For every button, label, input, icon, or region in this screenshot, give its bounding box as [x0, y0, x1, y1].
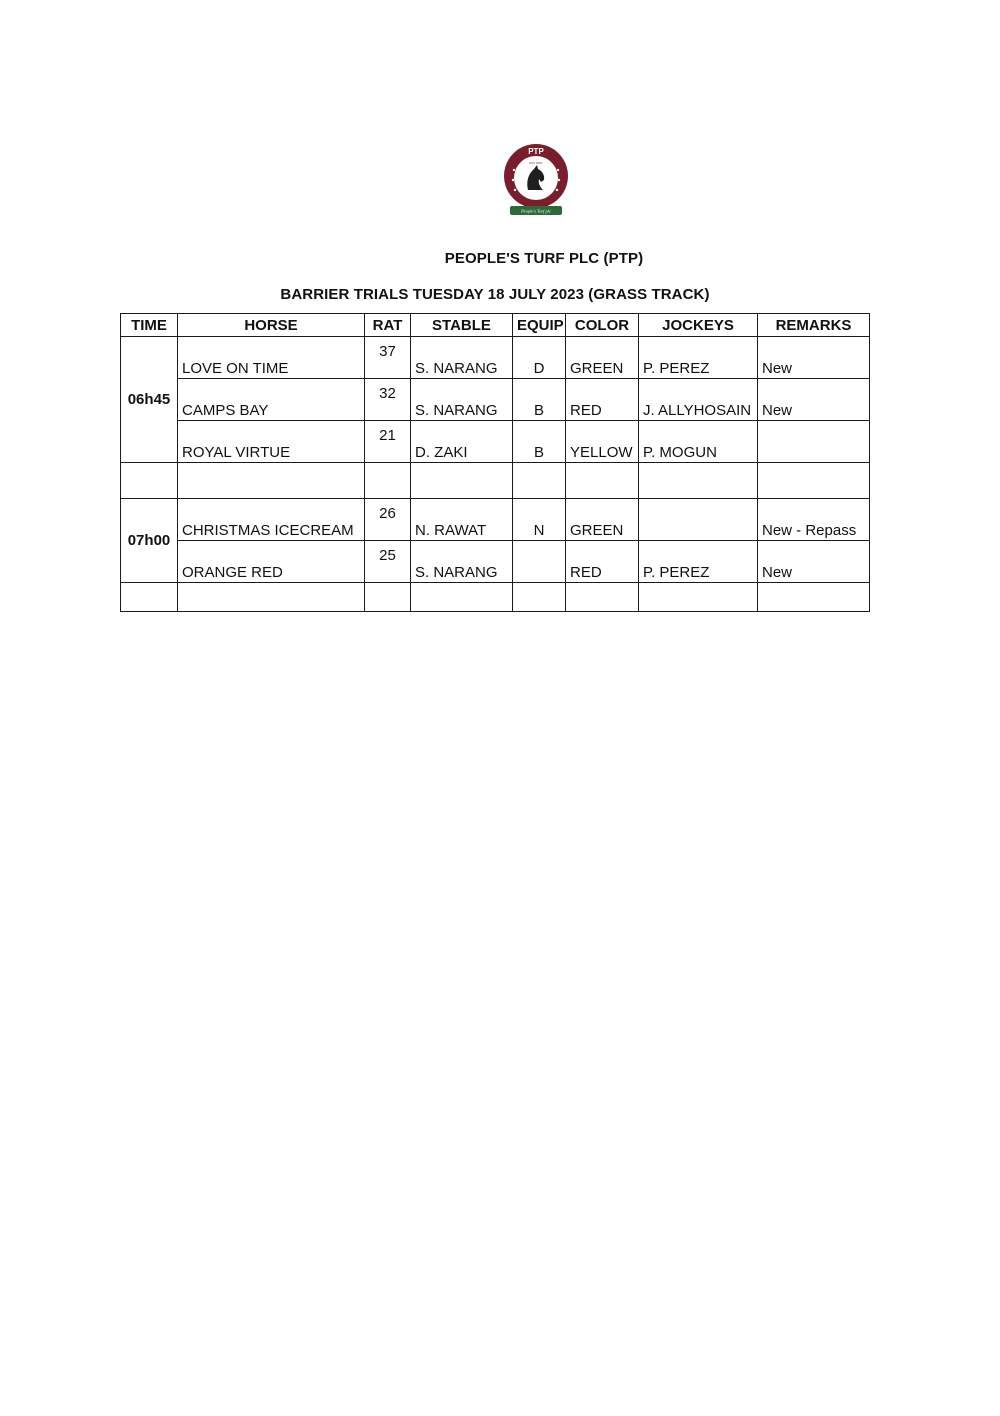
table-row: [121, 541, 870, 583]
horse-cell: CHRISTMAS ICECREAM: [178, 499, 365, 541]
ptp-logo: [502, 142, 570, 220]
time-cell: 07h00: [121, 499, 178, 583]
logo-text-top: PTP: [528, 147, 544, 156]
jockey-cell: P. PEREZ: [639, 541, 758, 583]
barrier-trials-table: [120, 313, 870, 612]
color-cell: GREEN: [566, 337, 639, 379]
logo-text-banner: People's Turf plc: [521, 208, 551, 214]
color-cell: RED: [566, 379, 639, 421]
equip-cell: B: [513, 379, 566, 421]
column-header-horse: HORSE: [178, 314, 365, 337]
rat-cell: 37: [365, 337, 411, 379]
empty-cell: [121, 583, 178, 612]
column-header-time: TIME: [121, 314, 178, 337]
rat-cell: 26: [365, 499, 411, 541]
empty-cell: [513, 583, 566, 612]
table-row: [121, 421, 870, 463]
equip-cell: D: [513, 337, 566, 379]
empty-cell: [513, 463, 566, 499]
stable-cell: D. ZAKI: [411, 421, 513, 463]
color-cell: YELLOW: [566, 421, 639, 463]
empty-cell: [411, 463, 513, 499]
column-header-equip: EQUIP: [513, 314, 566, 337]
remarks-cell: New: [758, 379, 870, 421]
equip-cell: [513, 541, 566, 583]
empty-cell: [121, 463, 178, 499]
empty-row: [121, 583, 870, 612]
rat-cell: 25: [365, 541, 411, 583]
empty-cell: [758, 583, 870, 612]
stable-cell: S. NARANG: [411, 379, 513, 421]
empty-cell: [566, 463, 639, 499]
empty-cell: [639, 463, 758, 499]
column-header-jockeys: JOCKEYS: [639, 314, 758, 337]
remarks-cell: New - Repass: [758, 499, 870, 541]
stable-cell: S. NARANG: [411, 337, 513, 379]
column-header-stable: STABLE: [411, 314, 513, 337]
color-cell: GREEN: [566, 499, 639, 541]
trial-title: BARRIER TRIALS TUESDAY 18 JULY 2023 (GRASS TRACK): [280, 286, 710, 303]
column-header-rat: RAT: [365, 314, 411, 337]
jockey-cell: P. MOGUN: [639, 421, 758, 463]
jockey-cell: [639, 499, 758, 541]
logo-text-estd: EST 2021: [529, 161, 543, 165]
empty-cell: [365, 463, 411, 499]
jockey-cell: P. PEREZ: [639, 337, 758, 379]
equip-cell: N: [513, 499, 566, 541]
empty-cell: [365, 583, 411, 612]
empty-row: [121, 463, 870, 499]
color-cell: RED: [566, 541, 639, 583]
empty-cell: [411, 583, 513, 612]
column-header-color: COLOR: [566, 314, 639, 337]
table-row: [121, 499, 870, 541]
time-cell: 06h45: [121, 337, 178, 463]
empty-cell: [178, 463, 365, 499]
company-title: PEOPLE'S TURF PLC (PTP): [444, 250, 644, 267]
empty-cell: [758, 463, 870, 499]
remarks-cell: [758, 421, 870, 463]
empty-cell: [639, 583, 758, 612]
remarks-cell: New: [758, 541, 870, 583]
jockey-cell: J. ALLYHOSAIN: [639, 379, 758, 421]
table-row: [121, 337, 870, 379]
table-header-row: [121, 314, 870, 337]
horse-cell: CAMPS BAY: [178, 379, 365, 421]
stable-cell: N. RAWAT: [411, 499, 513, 541]
table-row: [121, 379, 870, 421]
equip-cell: B: [513, 421, 566, 463]
empty-cell: [178, 583, 365, 612]
horse-cell: ROYAL VIRTUE: [178, 421, 365, 463]
remarks-cell: New: [758, 337, 870, 379]
horse-cell: ORANGE RED: [178, 541, 365, 583]
rat-cell: 32: [365, 379, 411, 421]
column-header-remarks: REMARKS: [758, 314, 870, 337]
rat-cell: 21: [365, 421, 411, 463]
empty-cell: [566, 583, 639, 612]
horse-cell: LOVE ON TIME: [178, 337, 365, 379]
stable-cell: S. NARANG: [411, 541, 513, 583]
